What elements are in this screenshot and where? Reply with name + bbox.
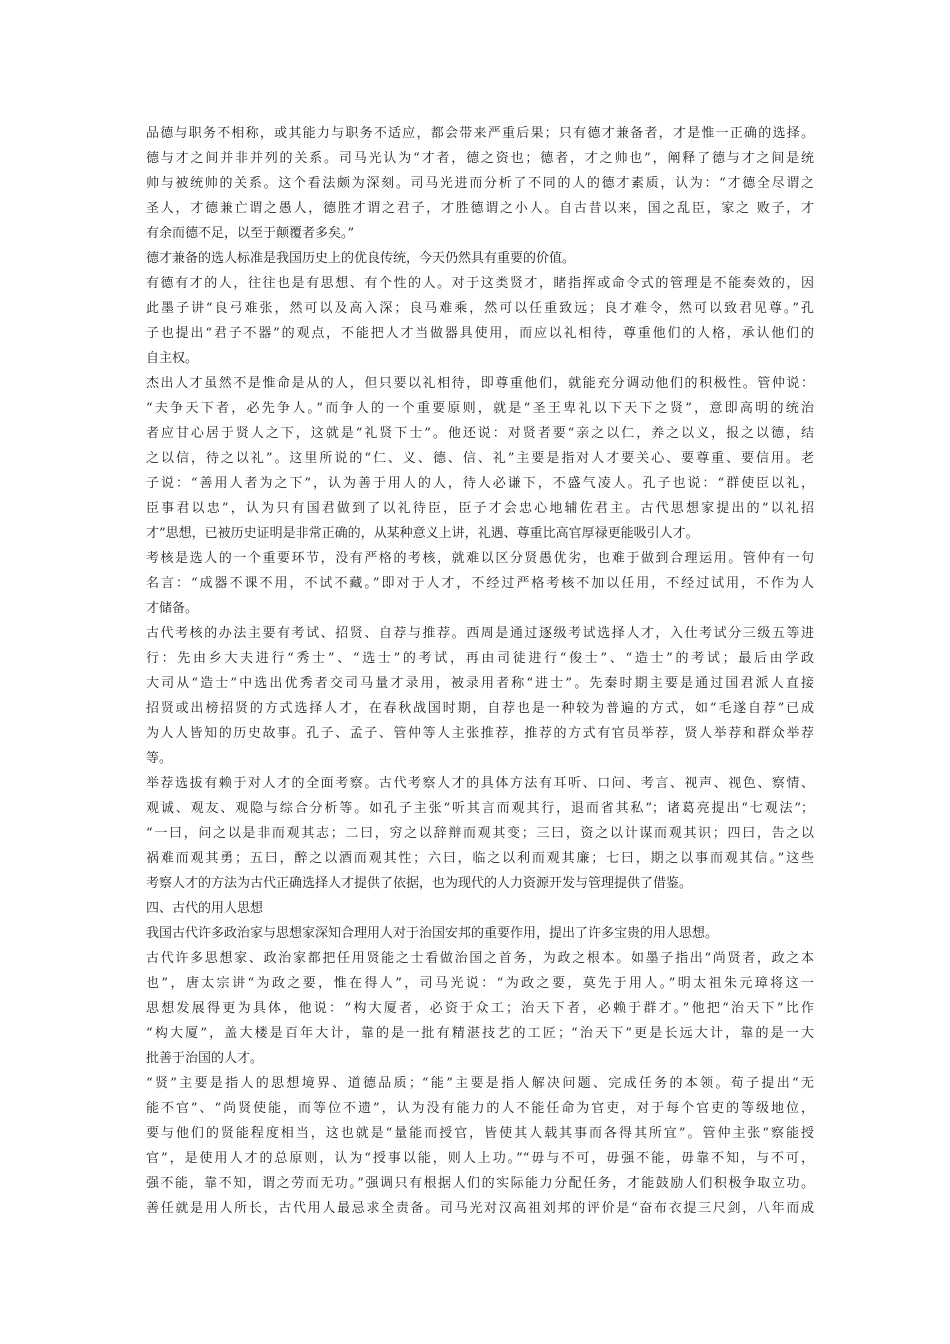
text-line: 名言：“成器不课不用，不试不藏。”即对于人才，不经过严格考核不加以任用，不经过试用，不作为人 [146, 576, 814, 591]
text-line: 四、古代的用人思想 [146, 901, 264, 916]
text-line: 臣事君以忠”，认为只有国君做到了以礼待臣，臣子才会忠心地辅佐君主。古代思想家提出的“以礼招 [146, 501, 814, 516]
text-line: 大司从“造士”中选出优秀者交司马量才录用，被录用者称“进士”。先秦时期主要是通过国君派人直接 [146, 676, 814, 691]
text-line: “贤”主要是指人的思想境界、道德品质；“能”主要是指人解决问题、完成任务的本领。荀子提出“无 [146, 1076, 814, 1091]
text-line: “夫争天下者，必先争人。”而争人的一个重要原则，就是“圣王卑礼以下天下之贤”，意即高明的统治 [146, 401, 814, 416]
text-line: 能不官”、“尚贤使能，而等位不遗”，认为没有能力的人不能任命为官吏，对于每个官吏的等级地位， [146, 1101, 814, 1116]
text-line: 德才兼备的选人标准是我国历史上的优良传统，今天仍然具有重要的价值。 [146, 251, 576, 266]
text-line: 祸难而观其勇；五曰，醉之以酒而观其性；六曰，临之以利而观其廉；七曰，期之以事而观其信。”这些 [146, 851, 814, 866]
text-line: 自主权。 [146, 351, 199, 366]
text-line: 为人人皆知的历史故事。孔子、孟子、管仲等人主张推荐，推荐的方式有官员举荐，贤人举荐和群众举荐 [146, 726, 814, 741]
text-line: 子说：“善用人者为之下”，认为善于用人的人，待人必谦下，不盛气凌人。孔子也说：“群使臣以礼， [146, 476, 814, 491]
text-line: 才储备。 [146, 601, 199, 616]
text-line: 思想发展得更为具体，他说：“构大厦者，必资于众工；治天下者，必赖于群才。”他把“治天下”比作 [146, 1001, 814, 1016]
text-line: 也”，唐太宗讲“为政之要，惟在得人”，司马光说：“为政之要，莫先于用人。”明太祖朱元璋将这一 [146, 976, 814, 991]
text-line: 德与才之间并非并列的关系。司马光认为“才者，德之资也；德者，才之帅也”，阐释了德与才之间是统 [146, 151, 814, 166]
document-body [146, 121, 814, 1221]
text-line: 有德有才的人，往往也是有思想、有个性的人。对于这类贤才，睹指挥或命令式的管理是不能奏效的，因 [146, 276, 814, 291]
text-line: 品德与职务不相称，或其能力与职务不适应，都会带来严重后果；只有德才兼备者，才是惟一正确的选择。 [146, 126, 814, 141]
text-line: 举荐选拔有赖于对人才的全面考察。古代考察人才的具体方法有耳听、口问、考言、视声、视色、察情、 [146, 776, 814, 791]
text-line: 我国古代许多政治家与思想家深知合理用人对于治国安邦的重要作用，提出了许多宝贵的用人思想。 [146, 926, 719, 941]
text-line: 子也提出“君子不器”的观点，不能把人才当做器具使用，而应以礼相待，尊重他们的人格，承认他们的 [146, 326, 814, 341]
text-line: 等。 [146, 751, 173, 766]
text-line: 之以信，待之以礼”。这里所说的“仁、义、德、信、礼”主要是指对人才要关心、要尊重、要信用。老 [146, 451, 814, 466]
text-line: 圣人，才德兼亡谓之愚人，德胜才谓之君子，才胜德谓之小人。自古昔以来，国之乱臣，家之 败子，才 [146, 201, 814, 216]
text-line: 考核是选人的一个重要环节，没有严格的考核，就难以区分贤愚优劣，也难于做到合理运用。管仲有一句 [146, 551, 814, 566]
text-line: 者应甘心居于贤人之下，这就是“礼贤下士”。他还说：对贤者要“亲之以仁，养之以义，报之以德，结 [146, 426, 814, 441]
text-line: 行：先由乡大夫进行“秀士”、“选士”的考试，再由司徒进行“俊士”、“造士”的考试；最后由学政 [146, 651, 814, 666]
text-line: 善任就是用人所长，古代用人最忌求全责备。司马光对汉高祖刘邦的评价是“奋布衣提三尺剑，八年而成 [146, 1201, 814, 1216]
text-line: 杰出人才虽然不是惟命是从的人，但只要以礼相待，即尊重他们，就能充分调动他们的积极性。管仲说： [146, 376, 814, 391]
text-line: 批善于治国的人才。 [146, 1051, 264, 1066]
text-line: 古代考核的办法主要有考试、招贤、自荐与推荐。西周是通过逐级考试选择人才，入仕考试分三级五等进 [146, 626, 814, 641]
text-line: 观诚、观友、观隐与综合分析等。如孔子主张“听其言而观其行，退而省其私”；诸葛亮提出“七观法”； [146, 801, 814, 816]
text-line: 招贤或出榜招贤的方式选择人才，在春秋战国时期，自荐也是一种较为普遍的方式，如“毛遂自荐”已成 [146, 701, 814, 716]
text-line: 官”，是使用人才的总原则，认为“授事以能，则人上功。”“毋与不可，毋强不能，毋靠不知，与不可， [146, 1151, 814, 1166]
text-line: “一曰，问之以是非而观其志；二曰，穷之以辞辩而观其变；三曰，资之以计谋而观其识；四曰，告之以 [146, 826, 814, 841]
text-line: 要与他们的贤能程度相当，这也就是“量能而授官，皆使其人载其事而各得其所宜”。管仲主张“察能授 [146, 1126, 814, 1141]
text-line: 考察人才的方法为古代正确选择人才提供了依据，也为现代的人力资源开发与管理提供了借鉴。 [146, 876, 693, 891]
text-line: 强不能，靠不知，谓之劳而无功。”强调只有根据人们的实际能力分配任务，才能鼓励人们积极争取立功。 [146, 1176, 814, 1191]
text-line: 有余而德不足，以至于颠覆者多矣。” [146, 226, 355, 241]
text-line: “构大厦”，盖大楼是百年大计，靠的是一批有精湛技艺的工匠；“治天下”更是长远大计，靠的是一大 [146, 1026, 814, 1041]
text-line: 古代许多思想家、政治家都把任用贤能之士看做治国之首务，为政之根本。如墨子指出“尚贤者，政之本 [146, 951, 814, 966]
text-line: 此墨子讲“良弓难张，然可以及高入深；良马难乘，然可以任重致远；良才难令，然可以致君见尊。”孔 [146, 301, 814, 316]
text-line: 才”思想，已被历史证明是非常正确的，从某种意义上讲，礼遇、尊重比高官厚禄更能吸引人才。 [146, 526, 699, 541]
text-line: 帅与被统帅的关系。这个看法颇为深刻。司马光进而分析了不同的人的德才素质，认为：“才德全尽谓之 [146, 176, 814, 191]
